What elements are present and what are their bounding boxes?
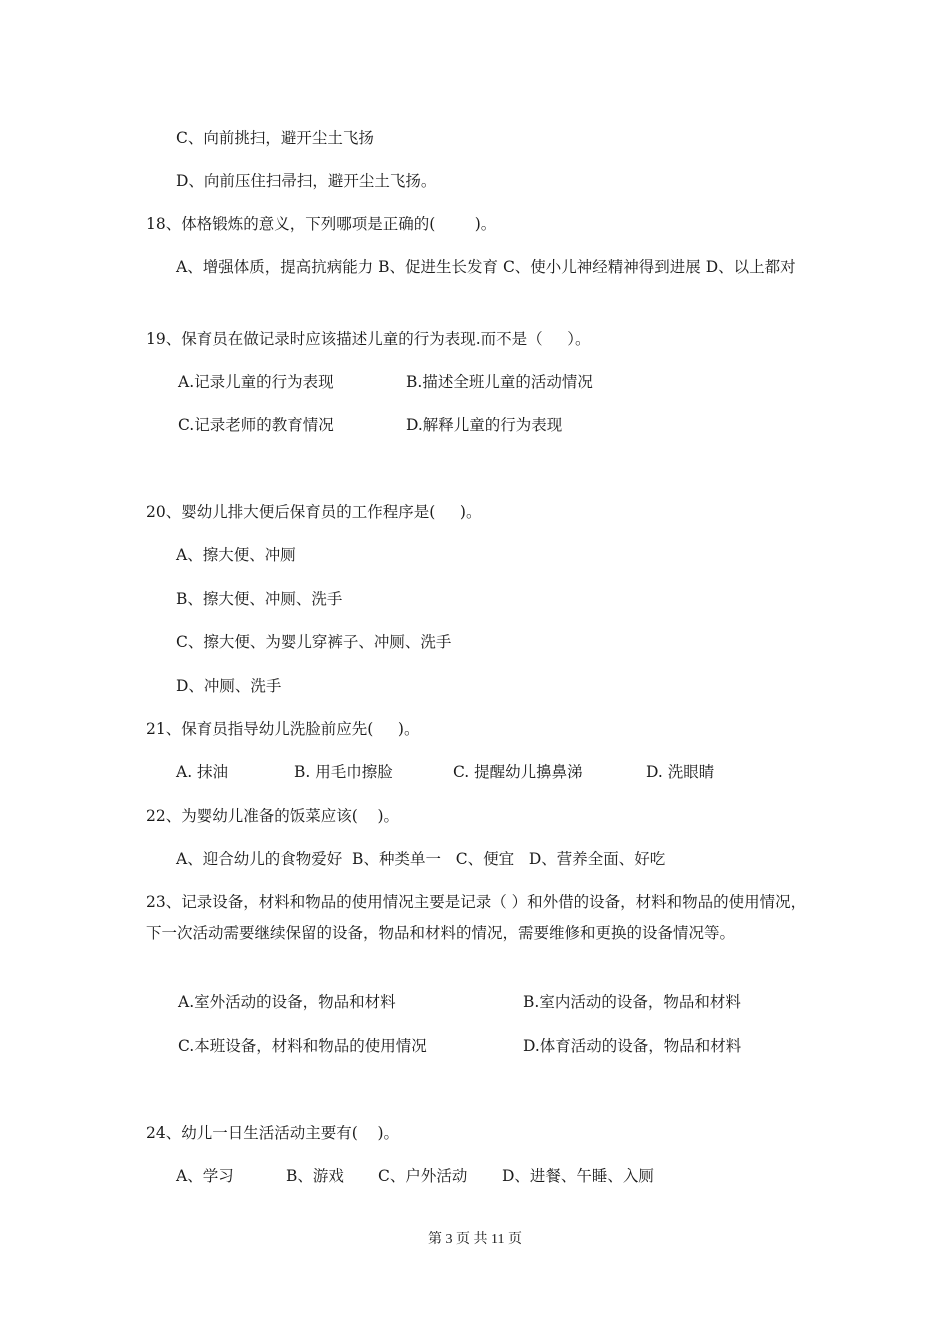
q21-option-b: B. 用毛巾擦脸 [294, 763, 393, 781]
q20-option-c: C、擦大便、为婴儿穿裤子、冲厕、洗手 [176, 633, 452, 651]
q24-stem: 24、幼儿一日生活活动主要有( )。 [146, 1124, 400, 1142]
q20-option-d: D、冲厕、洗手 [176, 677, 282, 695]
q19-option-c: C.记录老师的教育情况 [178, 416, 334, 434]
q23-option-b: B.室内活动的设备，物品和材料 [523, 993, 741, 1011]
q19-stem: 19、保育员在做记录时应该描述儿童的行为表现.而不是（ ）。 [146, 330, 591, 348]
q20-option-b: B、擦大便、冲厕、洗手 [176, 590, 343, 608]
q21-option-c: C. 提醒幼儿擤鼻涕 [453, 763, 583, 781]
q17-option-c: C、向前挑扫，避开尘土飞扬 [176, 129, 374, 147]
q23-stem: 23、记录设备，材料和物品的使用情况主要是记录（ ）和外借的设备，材料和物品的使用情况，下一次活动需要继续保留的设备，物品和材料的情况，需要维修和更换的设备情况等。 [146, 893, 807, 942]
q21-stem: 21、保育员指导幼儿洗脸前应先( )。 [146, 720, 420, 738]
q23-option-c: C.本班设备，材料和物品的使用情况 [178, 1037, 427, 1055]
q24-option-b: B、游戏 [286, 1167, 344, 1185]
page-number-footer: 第 3 页 共 11 页 [428, 1232, 522, 1247]
q23-option-a: A.室外活动的设备，物品和材料 [178, 993, 396, 1011]
q20-option-a: A、擦大便、冲厕 [176, 546, 296, 564]
q22-stem: 22、为婴幼儿准备的饭菜应该( )。 [146, 807, 400, 825]
q18-stem: 18、体格锻炼的意义，下列哪项是正确的( )。 [146, 215, 497, 233]
q21-option-a: A. 抹油 [176, 763, 229, 781]
q18-options: A、增强体质，提高抗病能力 B、促进生长发育 C、使小儿神经精神得到进展 D、以上都对 [176, 258, 796, 276]
q23-option-d: D.体育活动的设备，物品和材料 [523, 1037, 742, 1055]
q19-option-b: B.描述全班儿童的活动情况 [406, 373, 593, 391]
q21-option-d: D. 洗眼睛 [646, 763, 715, 781]
q17-option-d: D、向前压住扫帚扫，避开尘土飞扬。 [176, 172, 437, 190]
q24-option-c: C、户外活动 [378, 1167, 468, 1185]
q19-option-d: D.解释儿童的行为表现 [406, 416, 563, 434]
q24-option-d: D、进餐、午睡、入厕 [502, 1167, 654, 1185]
q22-options: A、迎合幼儿的食物爱好 B、种类单一 C、便宜 D、营养全面、好吃 [176, 850, 666, 868]
q19-option-a: A.记录儿童的行为表现 [178, 373, 334, 391]
q20-stem: 20、婴幼儿排大便后保育员的工作程序是( )。 [146, 503, 482, 521]
q24-option-a: A、学习 [176, 1167, 234, 1185]
